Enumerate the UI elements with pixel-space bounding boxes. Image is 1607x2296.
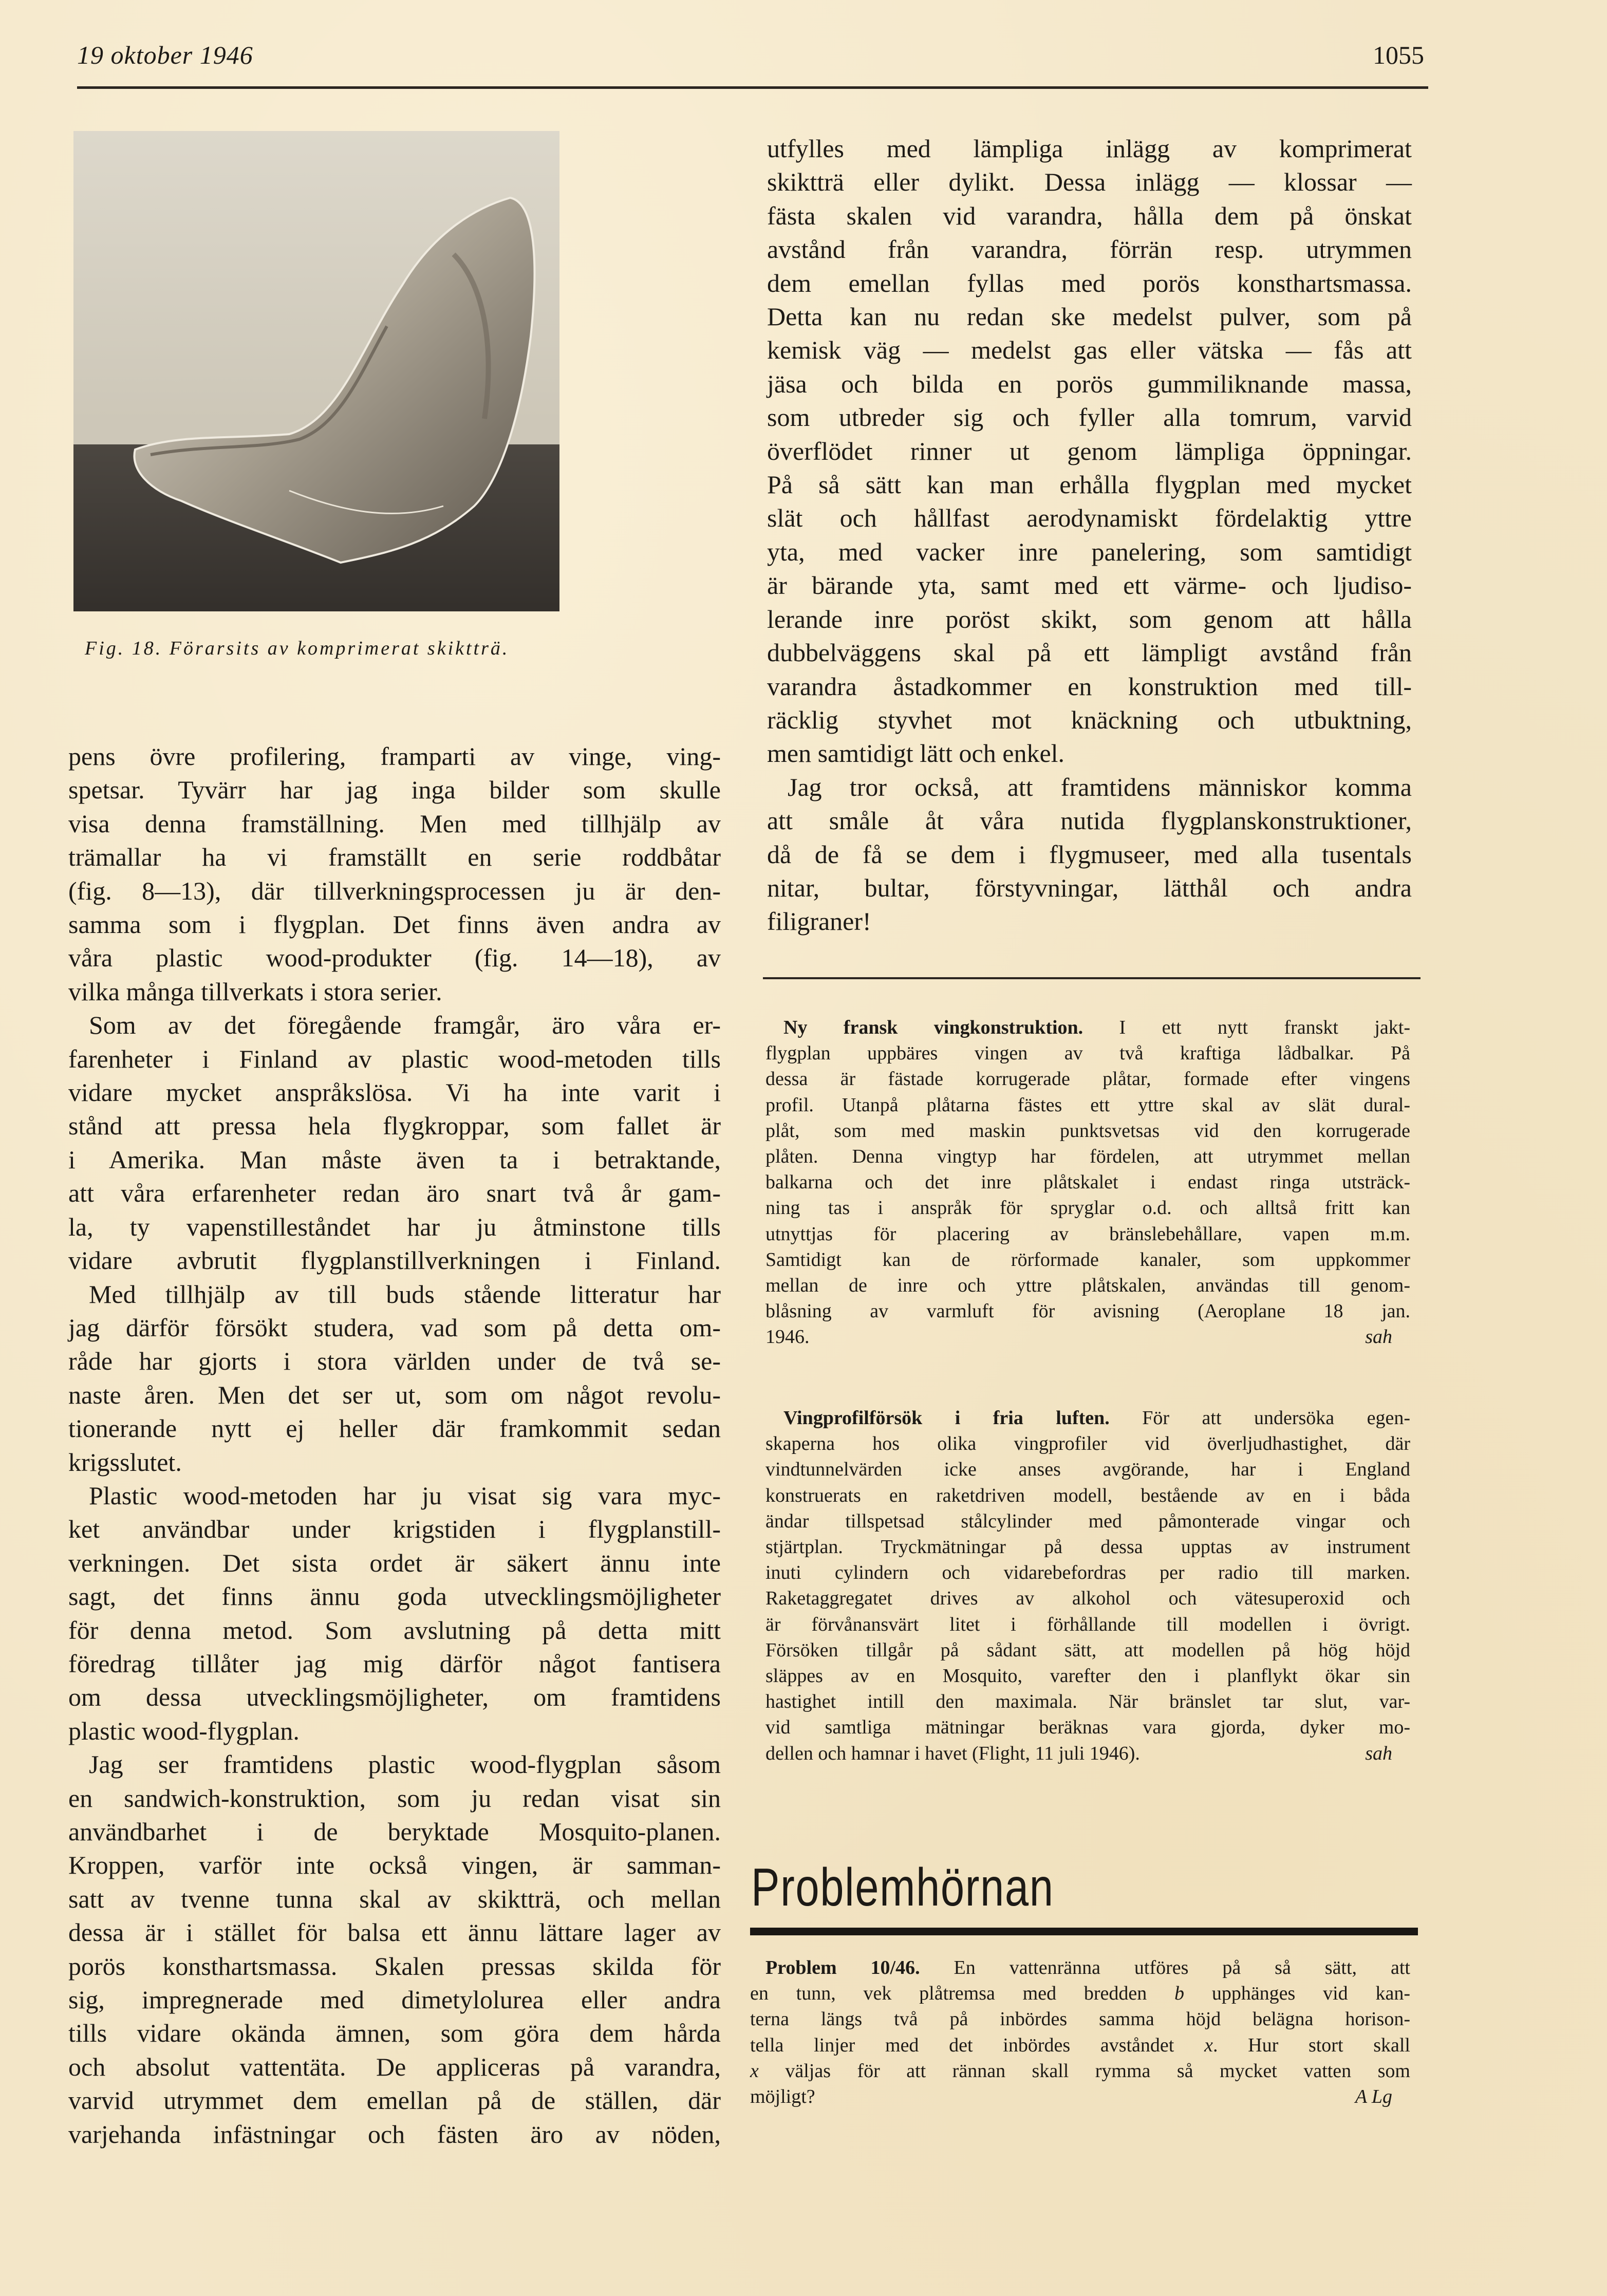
text-line: släppes av en Mosquito, varefter den i planflykt ökar sin [765, 1665, 1410, 1687]
text-line: visa denna framställning. Men med tillhjälp av [68, 809, 721, 838]
text-line: användbarhet i de beryktade Mosquito-planen. [68, 1817, 721, 1846]
heading-thick-rule [750, 1928, 1418, 1935]
text-line: möjligt? [750, 2086, 815, 2108]
figure-caption: Fig. 18. Förarsits av komprimerat skiktträ. [85, 638, 510, 659]
text-line: kemisk väg — medelst gas eller vätska — fås att [767, 335, 1412, 365]
text-line: Detta kan nu redan ske medelst pulver, som på [767, 302, 1412, 331]
text-line: (fig. 8—13), där tillverkningsprocessen ju är den- [68, 876, 721, 905]
text-line: vidare avbrutit flygplanstillverkningen i Finland. [68, 1246, 721, 1275]
text-line: sig, impregnerade med dimetylolurea eller andra [68, 1985, 721, 2014]
text-line: blåsning av varmluft för avisning (Aeroplane 18 jan. [765, 1300, 1410, 1322]
signature-line [750, 2084, 1410, 2110]
news-title: Vingprofilförsök i fria luften. [783, 1407, 1110, 1429]
text-fragment: En vattenränna utföres på så sätt, att [920, 1957, 1410, 1978]
news-title: Ny fransk vingkonstruktion. [783, 1017, 1083, 1038]
text-line: sagt, det finns ännu goda utvecklingsmöjligheter [68, 1582, 721, 1611]
problem-10-46 [750, 1955, 1410, 2110]
text-fragment: väljas för att rännan skall rymma så mycket vatten som [758, 2060, 1410, 2082]
text-line: Kroppen, varför inte också vingen, är samman- [68, 1851, 721, 1880]
text-line: flygplan uppbäres vingen av två kraftiga lådbalkar. På [765, 1042, 1410, 1065]
text-line: satt av tvenne tunna skal av skiktträ, och mellan [68, 1884, 721, 1913]
variable-x: x [1204, 2034, 1213, 2056]
text-line: dessa är fästade korrugerade plåtar, formade efter vingens [765, 1068, 1410, 1090]
text-line: la, ty vapenstilleståndet har ju åtminstone tills [68, 1212, 721, 1241]
signature-line [765, 1324, 1410, 1350]
text-line: slät och hållfast aerodynamiskt fördelaktig yttre [767, 503, 1412, 533]
text-line: tills vidare okända ämnen, som göra dem hårda [68, 2019, 721, 2048]
text-line: våra plastic wood-produkter (fig. 14—18), av [68, 943, 721, 973]
page-number: 1055 [1373, 41, 1424, 69]
text-fragment: I ett nytt franskt jakt- [1083, 1017, 1410, 1038]
text-line: terna längs två på inbördes samma höjd belägna horison- [750, 2008, 1410, 2030]
text-line: verkningen. Det sista ordet är säkert ännu inte [68, 1548, 721, 1577]
text-line: ket användbar under krigstiden i flygplanstill- [68, 1515, 721, 1544]
text-line: för denna metod. Som avslutning på detta mitt [68, 1615, 721, 1645]
text-line: skaperna hos olika vingprofiler vid överljudhastighet, där [765, 1433, 1410, 1455]
text-line: ändar tillspetsad stålcylinder med påmonterade vingar och [765, 1510, 1410, 1532]
text-line: plåt, som med maskin punktsvetsas vid den korrugerade [765, 1119, 1410, 1142]
text-line: stjärtplan. Tryckmätningar på dessa upptas av instrument [765, 1536, 1410, 1558]
text-line: lerande inre poröst skikt, som genom att hålla [767, 604, 1412, 633]
pilot-seat-image [73, 131, 559, 611]
text-line: krigsslutet. [68, 1447, 182, 1477]
text-line: Raketaggregatet drives av alkohol och vätesuperoxid och [765, 1588, 1410, 1610]
text-line: utfylles med lämpliga inlägg av komprimerat [767, 134, 1412, 163]
news-item-fransk-vingkonstruktion [765, 1015, 1410, 1350]
paragraph-start-line: Jag ser framtidens plastic wood-flygplan såsom [89, 1750, 721, 1779]
text-line: varvid utrymmet dem emellan på de ställen, där [68, 2086, 721, 2115]
paragraph-start-line: Plastic wood-metoden har ju visat sig vara myc- [89, 1481, 721, 1510]
text-line: räcklig styvhet mot knäckning och utbuktning, [767, 705, 1412, 734]
text-line: är bärande yta, samt med ett värme- och ljudiso- [767, 571, 1412, 600]
header-rule [77, 86, 1428, 89]
text-line: varjehanda infästningar och fästen äro av nöden, [68, 2119, 721, 2149]
text-fragment: en tunn, vek plåtremsa med bredden [750, 1983, 1175, 2005]
text-line: tionerande nytt ej heller där framkommit sedan [68, 1414, 721, 1443]
page-header-date: 19 oktober 1946 [77, 41, 253, 69]
text-line: vindtunnelvärden icke anses avgörande, har i England [765, 1459, 1410, 1481]
text-line: om dessa utvecklingsmöjligheter, om framtidens [68, 1683, 721, 1712]
variable-b: b [1174, 1983, 1185, 2005]
text-line: 1946. [765, 1326, 810, 1348]
text-line: vidare mycket anspråkslösa. Vi ha inte varit i [68, 1078, 721, 1107]
text-line: balkarna och det inre plåtskalet i endast ringa utsträck- [765, 1171, 1410, 1193]
text-line: porös konsthartsmassa. Skalen pressas skilda för [68, 1951, 721, 1981]
text-line [750, 2032, 1410, 2058]
text-line: föredrag tillåter jag mig därför något fantisera [68, 1649, 721, 1678]
text-line: varandra åstadkommer en konstruktion med till- [767, 671, 1412, 701]
text-line: På så sätt kan man erhålla flygplan med mycket [767, 470, 1412, 499]
paragraph-start-line: Jag tror också, att framtidens människor komma [788, 772, 1412, 801]
author-signature: A Lg [1355, 2086, 1392, 2108]
text-line: skiktträ eller dylikt. Dessa inlägg — klossar — [767, 167, 1412, 197]
figure-18-photo [73, 131, 559, 611]
text-line: hastighet intill den maximala. När bränslet tar slut, var- [765, 1691, 1410, 1713]
news-item-vingprofilforsok [765, 1405, 1410, 1766]
text-line: vid samtliga mätningar beräknas vara gjorda, dyker mo- [765, 1716, 1410, 1739]
text-line: konstruerats en raketdriven modell, bestående av en i båda [765, 1484, 1410, 1506]
paragraph-start-line: Med tillhjälp av till buds stående litteratur har [89, 1279, 721, 1309]
text-line: inuti cylindern och vidarebefordras per radio till marken. [765, 1562, 1410, 1584]
text-line: dubbelväggens skal på ett lämpligt avstånd från [767, 638, 1412, 667]
signature-line [765, 1741, 1410, 1766]
left-column-article-text [68, 740, 721, 2151]
text-line: vilka många tillverkats i stora serier. [68, 977, 442, 1006]
right-column-article-text [767, 132, 1412, 939]
text-line: stånd att pressa hela flygkroppar, som fallet är [68, 1111, 721, 1141]
text-line: är förvånansvärt litet i förhållande till modellen i övrigt. [765, 1613, 1410, 1635]
text-line: ning tas i anspråk för spryglar o.d. och alltså fritt kan [765, 1197, 1410, 1219]
text-line: råde har gjorts i stora världen under de två se- [68, 1347, 721, 1376]
text-line: Försöken tillgår på sådant sätt, att modellen på hög höjd [765, 1639, 1410, 1661]
paragraph-start-line: Som av det föregående framgår, äro våra er- [89, 1011, 721, 1040]
section-heading-problemhornan: Problemhörnan [751, 1858, 1054, 1917]
problem-title: Problem 10/46. [765, 1957, 920, 1978]
text-line: dellen och hamnar i havet (Flight, 11 juli 1946). [765, 1742, 1140, 1764]
text-line: Samtidigt kan de rörformade kanaler, som uppkommer [765, 1248, 1410, 1271]
text-line: överflödet rinner ut genom lämpliga öppningar. [767, 436, 1412, 465]
text-line: pens övre profilering, framparti av vinge, ving- [68, 742, 721, 771]
text-line: i Amerika. Man måste även ta i betraktande, [68, 1145, 721, 1174]
text-line: att våra erfarenheter redan äro snart två år gam- [68, 1179, 721, 1208]
text-line: och absolut vattentäta. De appliceras på varandra, [68, 2052, 721, 2081]
text-line: jag därför försökt studera, vad som på detta om- [68, 1313, 721, 1342]
text-line: utnyttjas för placering av bränslebehållare, vapen m.m. [765, 1223, 1410, 1245]
text-line: trämallar ha vi framställt en serie roddbåtar [68, 843, 721, 872]
news-first-line [765, 1015, 1410, 1040]
author-signature: sah [1365, 1326, 1392, 1348]
text-fragment: upphänges vid kan- [1184, 1983, 1410, 2005]
text-line: att småle åt våra nutida flygplanskonstruktioner, [767, 806, 1412, 835]
text-line: jäsa och bilda en porös gummiliknande massa, [767, 369, 1412, 398]
variable-x: x [750, 2060, 759, 2082]
text-line: avstånd från varandra, förrän resp. utrymmen [767, 235, 1412, 264]
text-line: som utbreder sig och fyller alla tomrum, varvid [767, 403, 1412, 432]
text-line: farenheter i Finland av plastic wood-metoden tills [68, 1044, 721, 1073]
text-line [750, 2058, 1410, 2084]
section-divider-rule [763, 977, 1421, 979]
text-line: dessa är i stället för balsa ett ännu lättare lager av [68, 1918, 721, 1947]
text-line: plastic wood-flygplan. [68, 1716, 300, 1745]
news-first-line [765, 1405, 1410, 1431]
text-line [750, 1981, 1410, 2006]
text-fragment: tella linjer med det inbördes avståndet [750, 2034, 1205, 2056]
text-line: samma som i flygplan. Det finns även andra av [68, 910, 721, 939]
text-line: men samtidigt lätt och enkel. [767, 739, 1065, 768]
text-line: plåten. Denna vingtyp har fördelen, att utrymmet mellan [765, 1146, 1410, 1168]
text-line: yta, med vacker inre panelering, som samtidigt [767, 537, 1412, 566]
text-line: spetsar. Tyvärr har jag inga bilder som skulle [68, 775, 721, 805]
text-line: fästa skalen vid varandra, hålla dem på önskat [767, 201, 1412, 230]
text-line: naste åren. Men det ser ut, som om något revolu- [68, 1380, 721, 1409]
text-line: profil. Utanpå plåtarna fästes ett yttre skal av slät dural- [765, 1094, 1410, 1116]
text-line: mellan de inre och yttre plåtskalen, användas till genom- [765, 1275, 1410, 1297]
text-line: en sandwich-konstruktion, som ju redan visat sin [68, 1783, 721, 1813]
author-signature: sah [1365, 1742, 1392, 1764]
text-line: dem emellan fyllas med porös konsthartsmassa. [767, 268, 1412, 297]
text-fragment: . Hur stort skall [1212, 2034, 1410, 2056]
problem-first-line [750, 1955, 1410, 1981]
text-line: nitar, bultar, förstyvningar, lätthål och andra [767, 873, 1412, 902]
text-fragment: För att undersöka egen- [1109, 1407, 1410, 1429]
text-line: filigraner! [767, 907, 871, 936]
text-line: då de få se dem i flygmuseer, med alla tusentals [767, 839, 1412, 869]
